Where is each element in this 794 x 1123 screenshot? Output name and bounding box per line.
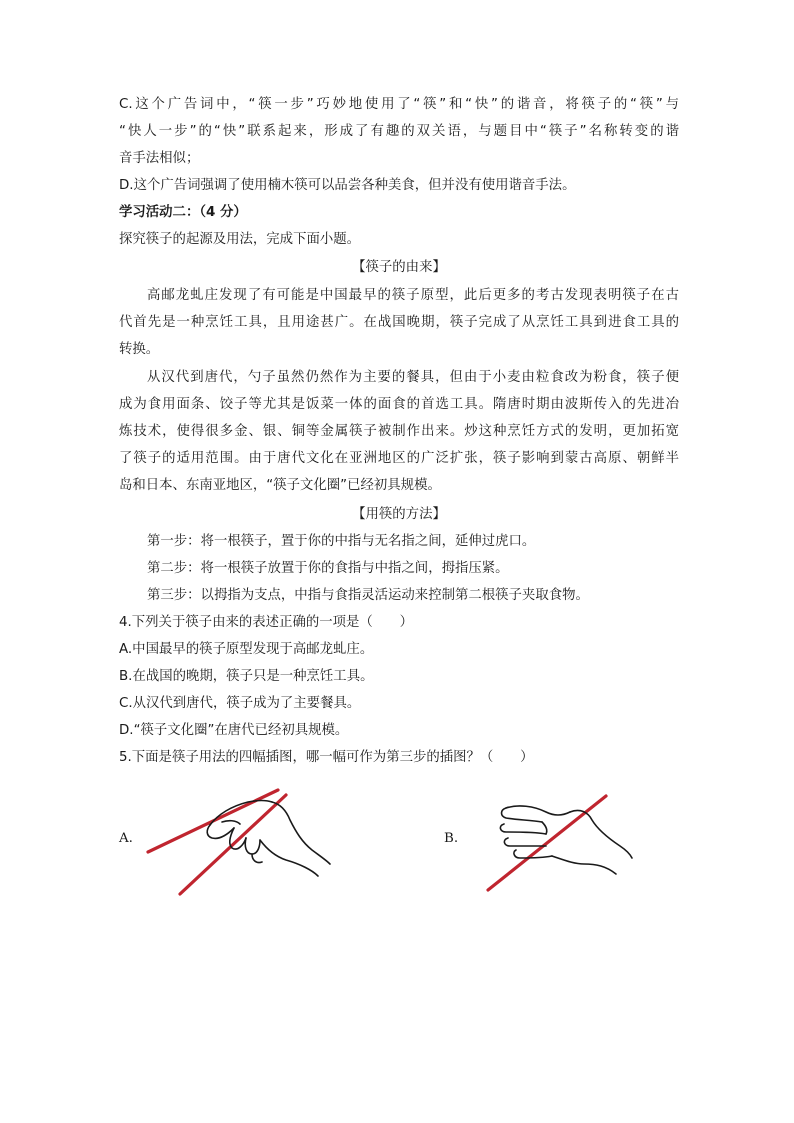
q4-option-c: C.从汉代到唐代，筷子成为了主要餐具。 [119,696,361,711]
q4-option-a: A.中国最早的筷子原型发现于高邮龙虬庄。 [119,642,374,657]
q5-stem: 5.下面是筷子用法的四幅插图，哪一幅可作为第三步的插图？（ ） [119,750,534,765]
origin-p2-line-4: 了筷子的适用范围。由于唐代文化在亚洲地区的广泛扩张，筷子影响到蒙古高原、朝鲜半 [119,451,679,466]
q3-option-c-line-1: C.这个广告词中，“筷一步”巧妙地使用了“筷”和“快”的谐音，将筷子的“筷”与 [119,97,679,112]
q4-stem: 4.下列关于筷子由来的表述正确的一项是（ ） [119,615,413,630]
origin-p2-line-1: 从汉代到唐代，勺子虽然仍然作为主要的餐具，但由于小麦由粒食改为粉食，筷子便 [147,370,679,385]
origin-title: 【筷子的由来】 [352,260,446,275]
origin-p1-line-1: 高邮龙虬庄发现了有可能是中国最早的筷子原型，此后更多的考古发现表明筷子在古 [147,288,679,303]
origin-p1-line-2: 代首先是一种烹饪工具，且用途甚广。在战国晚期，筷子完成了从烹饪工具到进食工具的 [119,315,679,330]
method-step-1: 第一步：将一根筷子，置于你的中指与无名指之间，延伸过虎口。 [147,534,536,549]
method-step-3: 第三步：以拇指为支点，中指与食指灵活运动来控制第二根筷子夹取食物。 [147,588,589,603]
q3-option-c-line-3: 音手法相似； [119,151,200,166]
origin-p2-line-2: 成为食用面条、饺子等尤其是饭菜一体的面食的首选工具。隋唐时期由波斯传入的先进冶 [119,397,679,412]
origin-p2-line-5: 岛和日本、东南亚地区，“筷子文化圈”已经初具规模。 [119,478,441,493]
q3-option-c-line-2: “快人一步”的“快”联系起来，形成了有趣的双关语，与题目中“筷子”名称转变的谐 [119,124,679,139]
q4-option-b: B.在战国的晚期，筷子只是一种烹饪工具。 [119,669,374,684]
q4-option-d: D.“筷子文化圈”在唐代已经初具规模。 [119,723,349,738]
method-title: 【用筷的方法】 [352,507,446,522]
hand-with-two-chopsticks-illustration [140,780,330,900]
origin-p1-line-3: 转换。 [119,342,160,357]
activity2-instruction: 探究筷子的起源及用法，完成下面小题。 [119,232,361,247]
q3-option-d: D.这个广告词强调了使用楠木筷可以品尝各种美食，但并没有使用谐音手法。 [119,178,576,193]
figure-a-label: A. [119,831,133,846]
figure-b-label: B. [444,831,459,846]
origin-p2-line-3: 炼技术，使得很多金、银、铜等金属筷子被制作出来。炒这种烹饪方式的发明，更加拓宽 [119,424,679,439]
activity2-heading: 学习活动二：（4 分） [119,205,247,220]
method-step-2: 第二步：将一根筷子放置于你的食指与中指之间，拇指压紧。 [147,561,509,576]
hand-with-one-chopstick-illustration [484,790,634,894]
